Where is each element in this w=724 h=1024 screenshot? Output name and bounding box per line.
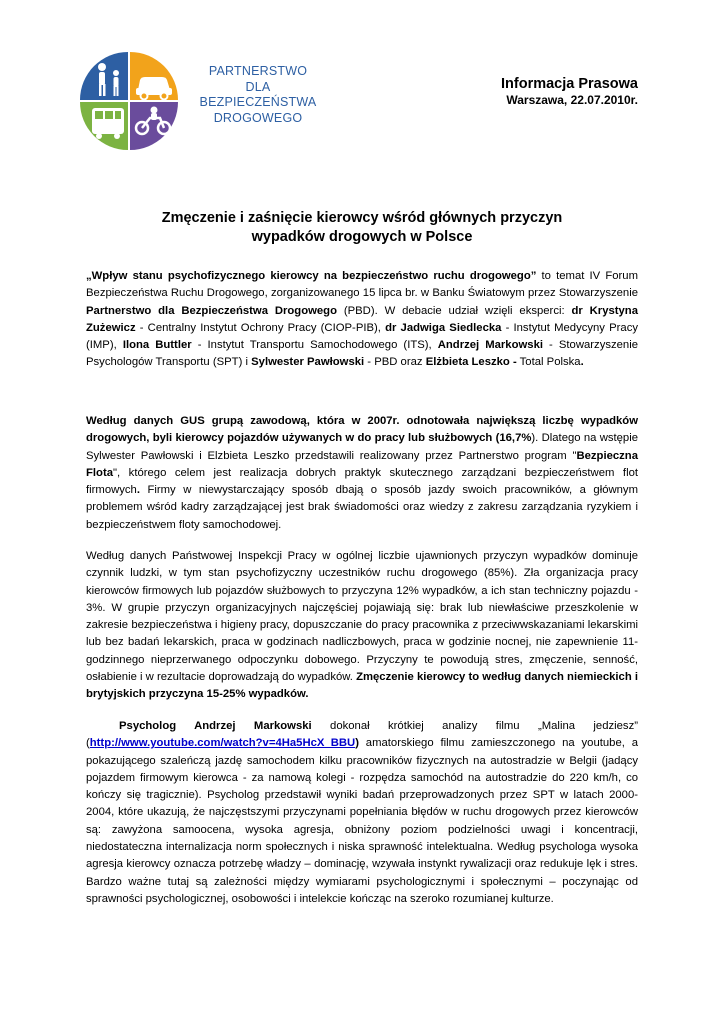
logo-line-1: PARTNERSTWO <box>208 64 308 78</box>
text: - Instytut Medycyny Pracy (IMP), <box>86 321 638 352</box>
text: - Instytut Transportu Samochodowego (ITS), <box>191 339 438 352</box>
headline-line-1: Zmęczenie i zaśnięcie kierowcy wśród głównych przyczyn <box>161 210 563 226</box>
text: ", którego celem jest realizacja dobrych praktyk skutecznego zarządzani bezpieczeństwem flot firmowych <box>86 466 638 497</box>
headline-line-2: wypadków drogowych w Polsce <box>251 229 473 245</box>
psychologist-name: Psycholog Andrzej Markowski <box>119 720 312 732</box>
expert-name: Ilona Buttler <box>122 339 192 352</box>
text: - Stowarzyszenie Psychologów Transportu (SPT) i <box>86 339 638 369</box>
text: - Centralny Instytut Ochrony Pracy (CIOP-PIB), <box>135 321 386 334</box>
text: . <box>136 484 140 497</box>
text: (PBD). W debacie udział wzięli eksperci: <box>336 304 572 317</box>
text: to temat IV Forum Bezpieczeństwa Ruchu Drogowego, zorganizowanego 15 lipca br. w Banku Światowym przez Stowarzyszenie <box>86 270 638 300</box>
org-name: Partnerstwo dla Bezpieczeństwa Drogowego <box>86 304 337 317</box>
text: amatorskiego filmu zamieszczonego na youtube, a pokazującego szaleńczą jazdę samochodem kilku pracowników fizycznych na autostradzie w Belgii (jadący pojazdem firmowym kierowca - za namową kolegi - rozpędza samochód na autostradzie do 220 km/h, co kończy się tragicznie). Psycholog przedstawił wyniki badań przeprowadzonych przez SPT w latach 2000-2004, które ukazują, że najczęstszymi przyczynami popełniania błędów w ruchu drogowych przez kierowców są: zawyżona samoocena, wysoka agresja, obniżony poziom podzielności uwagi i koncentracji, niedostateczna internalizacja norm społecznych i niska sprawność intelektualna. Według psychologa wysoka agresja kierowcy oznacza potrzebę władzy – dominację, wzywała instynkt rywalizacji oraz redukuje lęk i stres. Bardzo ważne tutaj są zależności między wymiarami psychologicznymi i społecznymi – poczynając od sprawności psychologicznej, osobowości i intelekcie kończąc na szeroko rozumianej kulturze. <box>86 737 638 905</box>
logo-wordmark <box>198 64 318 126</box>
paragraph-psychologist <box>86 718 638 908</box>
logo-line-3: BEZPIECZEŃSTWA <box>199 95 317 109</box>
press-info <box>501 76 638 107</box>
program-name: Bezpieczna Flota <box>86 449 638 479</box>
paragraph-pip <box>86 548 638 704</box>
expert-name: dr Jadwiga Siedlecka <box>385 321 502 334</box>
text: Według danych Państwowej Inspekcji Pracy w ogólnej liczbie ujawnionych przyczyn wypadków dominuje czynnik ludzki, w tym stan psychofizyczny uczestników ruchu drogowego (85%). Zła organizacja pracy kierowców firmowych lub pojazdów służbowych to przyczyna 12% wypadków, a ich stan techniczny pojazdu - 3%. W grupie przyczyn organizacyjnych najczęściej pojawiają się: brak lub niewłaściwe przeszkolenie w zakresie bezpieczeństwa i higieny pracy, dopuszczanie do pracy pracownika z przeciwwskazaniami lekarskimi lub bez badań lekarskich, praca w godzinach nadliczbowych, praca w godzinie nocnej, nie zapewnienie 11-godzinnego nieprzerwanego odpoczynku dobowego. Przyczyny te powodują stres, zmęczenie, senność, osłabienie i w rezultacie doprowadzają do wypadków. <box>86 550 638 684</box>
text: - PBD oraz <box>364 356 426 369</box>
paragraph-gus <box>86 413 638 534</box>
gus-statement: Według danych GUS grupą zawodową, która w 2007r. odnotowała największą liczbę wypadków drogowych, byli kierowcy pojazdów używanych w do pracy lub służbowych (16,7% <box>86 415 638 445</box>
text: ) <box>355 737 359 750</box>
expert-name: dr Krystyna Zużewicz <box>86 304 638 334</box>
text: ). Dlatego na wstępie Sylwester Pawłowski i Elzbieta Leszko przedstawili realizowany przez Partnerstwo program " <box>86 432 639 462</box>
text: dokonał krótkiej analizy filmu „Malina jedziesz” ( <box>86 720 638 750</box>
pbd-logo-emblem <box>78 50 203 150</box>
forum-title: „Wpływ stanu psychofizycznego kierowcy na bezpieczeństwo ruchu drogowego” <box>86 270 537 282</box>
press-title: Informacja Prasowa <box>501 76 638 92</box>
expert-name: Sylwester Pawłowski <box>251 356 365 369</box>
headline <box>86 209 638 247</box>
youtube-link[interactable]: http://www.youtube.com/watch?v=4Ha5HcX_BBU <box>89 737 356 750</box>
expert-name: Elżbieta Leszko - <box>425 356 517 369</box>
text: . <box>580 356 584 369</box>
paragraph-forum <box>86 268 638 372</box>
fatigue-statement: Zmęczenie kierowcy to według danych niemieckich i brytyjskich przyczyna 15-25% wypadków. <box>86 671 639 701</box>
text: Total Polska <box>516 356 581 369</box>
expert-name: Andrzej Markowski <box>437 339 543 352</box>
text: Firmy w niewystarczający sposób dbają o sposób jazdy swoich pracowników, a głównym problemem wśród kadry zarządzającej jest brak świadomości oraz wiedzy z zakresu zarządzania ryzykiem i bezpieczeństwem floty samochodowej. <box>86 484 638 531</box>
logo-line-2: DLA <box>245 79 271 94</box>
press-date: Warszawa, 22.07.2010r. <box>506 93 638 107</box>
logo-line-4: DROGOWEGO <box>213 110 303 125</box>
